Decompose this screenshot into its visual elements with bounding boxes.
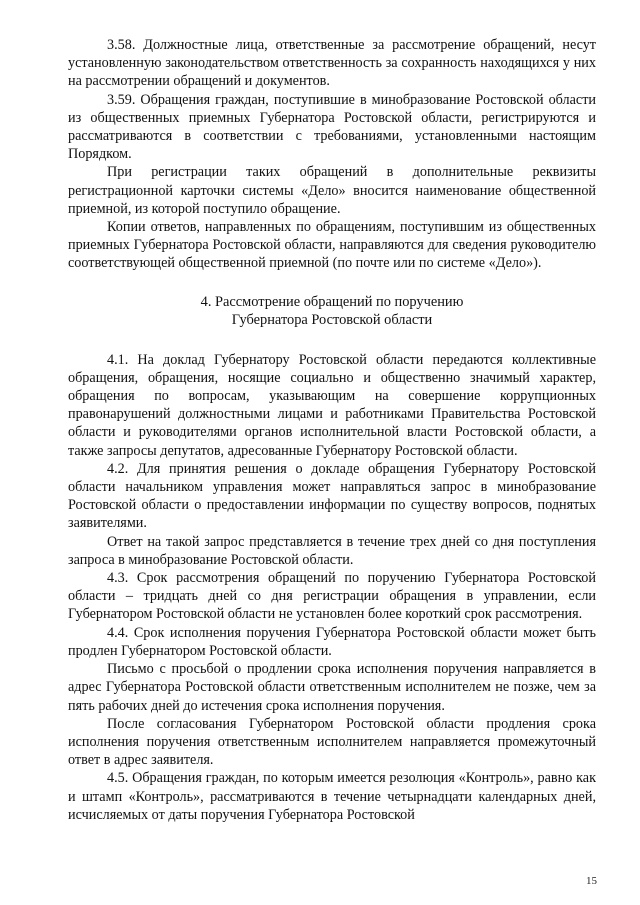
page-body xyxy=(68,36,596,824)
paragraph-extension-letter: Письмо с просьбой о продлении срока исполнения поручения направляется в адрес Губернатора Ростовской области ответственным исполнителем не позже, чем за пять рабочих дней до истечения срока исполнения поручения. xyxy=(68,661,596,714)
paragraph-4-3: 4.3. Срок рассмотрения обращений по поручению Губернатора Ростовской области – тридцать дней со дня регистрации обращения в управлении, если Губернатором Ростовской области не установлен более короткий срок рассмотрения. xyxy=(68,570,596,623)
section-heading xyxy=(68,293,596,330)
section-heading-line-2: Губернатора Ростовской области xyxy=(231,312,433,329)
paragraph-4-4: 4.4. Срок исполнения поручения Губернатора Ростовской области может быть продлен Губернатором Ростовской области. xyxy=(68,624,596,659)
paragraph-copies: Копии ответов, направленных по обращениям, поступившим из общественных приемных Губернатора Ростовской области, направляются для сведения руководителю соответствующей общественной приемной (по почте или по системе «Дело»). xyxy=(68,219,596,272)
paragraph-registration: При регистрации таких обращений в дополнительные реквизиты регистрационной карточки системы «Дело» вносится наименование общественной приемной, из которой поступило обращение. xyxy=(68,164,596,217)
page-number: 15 xyxy=(586,875,597,887)
paragraph-4-2: 4.2. Для принятия решения о докладе обращения Губернатору Ростовской области начальником управления может направляться запрос в минобразование Ростовской области о предоставлении информации по существу вопросов, поднятых заявителями. xyxy=(68,460,596,532)
paragraph-3-59: 3.59. Обращения граждан, поступившие в минобразование Ростовской области из общественных приемных Губернатора Ростовской области, регистрируются и рассматриваются в соответствии с требованиями, установленными настоящим Порядком. xyxy=(68,91,596,163)
section-heading-line-1: 4. Рассмотрение обращений по поручению xyxy=(200,293,464,310)
paragraph-response: Ответ на такой запрос представляется в течение трех дней со дня поступления запроса в минобразование Ростовской области. xyxy=(68,533,596,568)
paragraph-interim-answer: После согласования Губернатором Ростовской области продления срока исполнения поручения ответственным исполнителем направляется промежуточный ответ в адрес заявителя. xyxy=(68,715,596,769)
paragraph-4-1: 4.1. На доклад Губернатору Ростовской области передаются коллективные обращения, обращения, носящие социально и общественно значимый характер, обращения по вопросам, указывающим на совершение коррупционных правонарушений должностными лицами и работниками Правительства Ростовской области и руководителями органов исполнительной власти Ростовской области, а также запросы депутатов, адресованные Губернатору Ростовской области. xyxy=(68,351,596,459)
paragraph-4-5: 4.5. Обращения граждан, по которым имеется резолюция «Контроль», равно как и штамп «Контроль», рассматриваются в течение четырнадцати календарных дней, исчисляемых от даты поручения Губернатора Ростовской xyxy=(68,770,596,823)
paragraph-3-58: 3.58. Должностные лица, ответственные за рассмотрение обращений, несут установленную законодательством ответственность за сохранность находящихся у них на рассмотрении обращений и документов. xyxy=(68,37,596,90)
